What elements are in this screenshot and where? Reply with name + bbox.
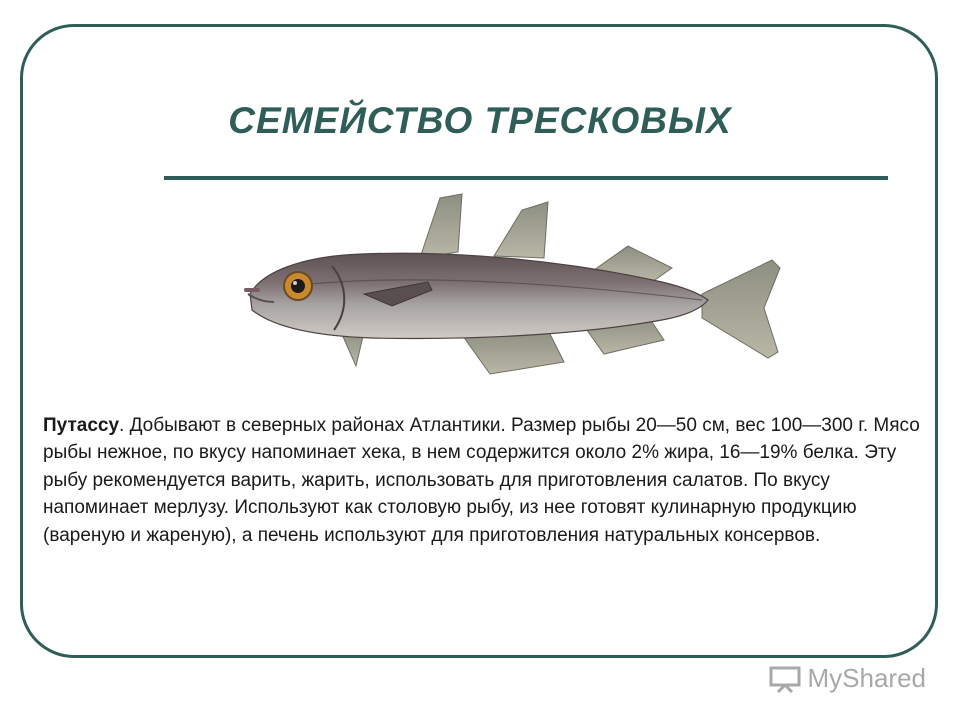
watermark [768,663,927,694]
fish-description [43,412,928,549]
title-underline [164,176,888,180]
tail-fin [702,260,780,358]
fish-name: Путассу [43,415,120,436]
presentation-board-icon [768,665,802,693]
dorsal-fin-1 [420,194,462,258]
slide-title: СЕМЕЙСТВО ТРЕСКОВЫХ [228,100,732,141]
description-text: . Добывают в северных районах Атлантики. Размер рыбы 20—50 см, вес 100—300 г. Мясо рыбы нежное, по вкусу напоминает хека, в нем содержится около 2% жира, 16—19% белка. Эту рыбу рекомендуется варить, жарить, использовать для приготовления салатов. По вкусу напоминает мерлузу. Используют как столовую рыбу, из нее готовят кулинарную продукцию (вареную и жареную), а печень используют для приготовления натуральных консервов. [43,415,920,546]
fish-illustration [232,190,792,400]
dorsal-fin-2 [494,202,548,258]
watermark-text: MyShared [807,663,926,693]
